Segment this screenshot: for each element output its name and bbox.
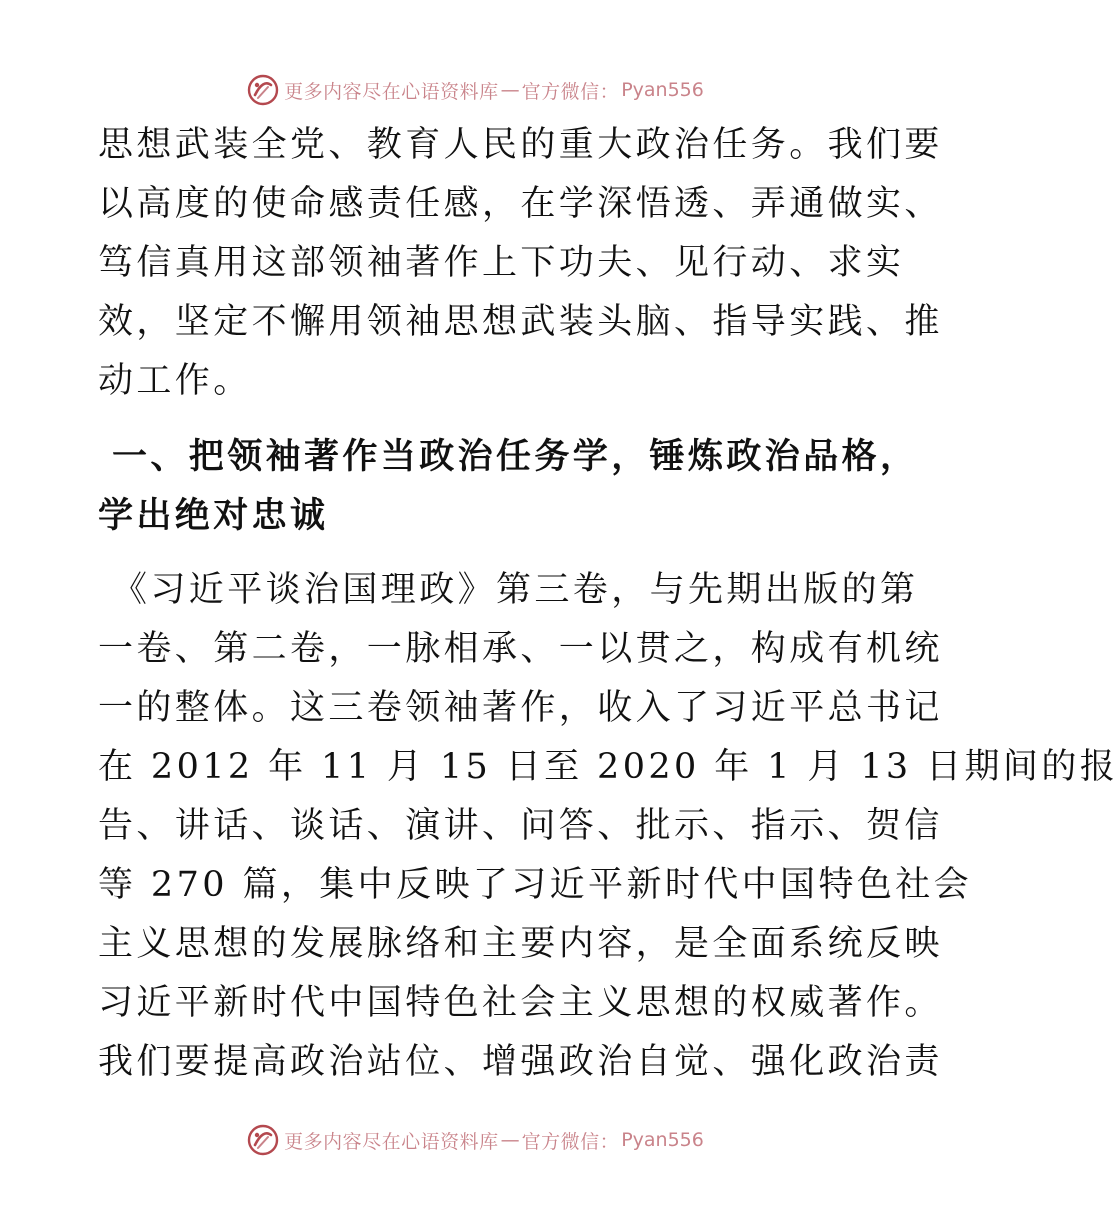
text-line: 动工作。 xyxy=(98,361,252,401)
text-line: 思想武装全党、教育人民的重大政治任务。我们要 xyxy=(98,125,943,165)
text-line: 主义思想的发展脉络和主要内容，是全面系统反映 xyxy=(98,924,943,964)
watermark-dash: — xyxy=(500,79,520,101)
watermark-handle: Pyan556 xyxy=(621,79,704,101)
text-line: 效，坚定不懈用领袖思想武装头脑、指导实践、推 xyxy=(98,302,943,342)
watermark-handle: Pyan556 xyxy=(621,1129,704,1151)
watermark-text: 更多内容尽在心语资料库 xyxy=(284,80,499,103)
watermark-text: 更多内容尽在心语资料库 xyxy=(284,1130,499,1153)
text-line: 以高度的使命感责任感，在学深悟透、弄通做实、 xyxy=(98,184,943,224)
heading-line: 学出绝对忠诚 xyxy=(98,495,329,536)
text-line: 一的整体。这三卷领袖著作，收入了习近平总书记 xyxy=(98,688,943,728)
text-line: 一卷、第二卷，一脉相承、一以贯之，构成有机统 xyxy=(98,629,943,669)
section-heading xyxy=(98,427,919,545)
intro-paragraph xyxy=(98,116,943,411)
footer-watermark xyxy=(0,1122,950,1158)
text-line: 等 270 篇，集中反映了习近平新时代中国特色社会 xyxy=(98,865,973,905)
watermark-wechat-label: 官方微信： xyxy=(521,80,620,103)
text-line: 我们要提高政治站位、增强政治自觉、强化政治责 xyxy=(98,1042,943,1082)
text-line: 告、讲话、谈话、演讲、问答、批示、指示、贺信 xyxy=(98,806,943,846)
watermark-dash: — xyxy=(500,1129,520,1151)
document-body xyxy=(98,116,1118,1092)
red-circular-seal-icon xyxy=(246,73,280,107)
text-line: 在 2012 年 11 月 15 日至 2020 年 1 月 13 日期间的报 xyxy=(98,747,1118,787)
heading-line: 一、把领袖著作当政治任务学，锤炼政治品格， xyxy=(112,436,919,477)
red-circular-seal-icon xyxy=(246,1123,280,1157)
watermark-wechat-label: 官方微信： xyxy=(521,1130,620,1153)
body-paragraph xyxy=(98,561,1118,1092)
text-line: 笃信真用这部领袖著作上下功夫、见行动、求实 xyxy=(98,243,905,283)
text-line: 《习近平谈治国理政》第三卷，与先期出版的第 xyxy=(112,570,919,610)
text-line: 习近平新时代中国特色社会主义思想的权威著作。 xyxy=(98,983,943,1023)
header-watermark xyxy=(0,72,950,108)
